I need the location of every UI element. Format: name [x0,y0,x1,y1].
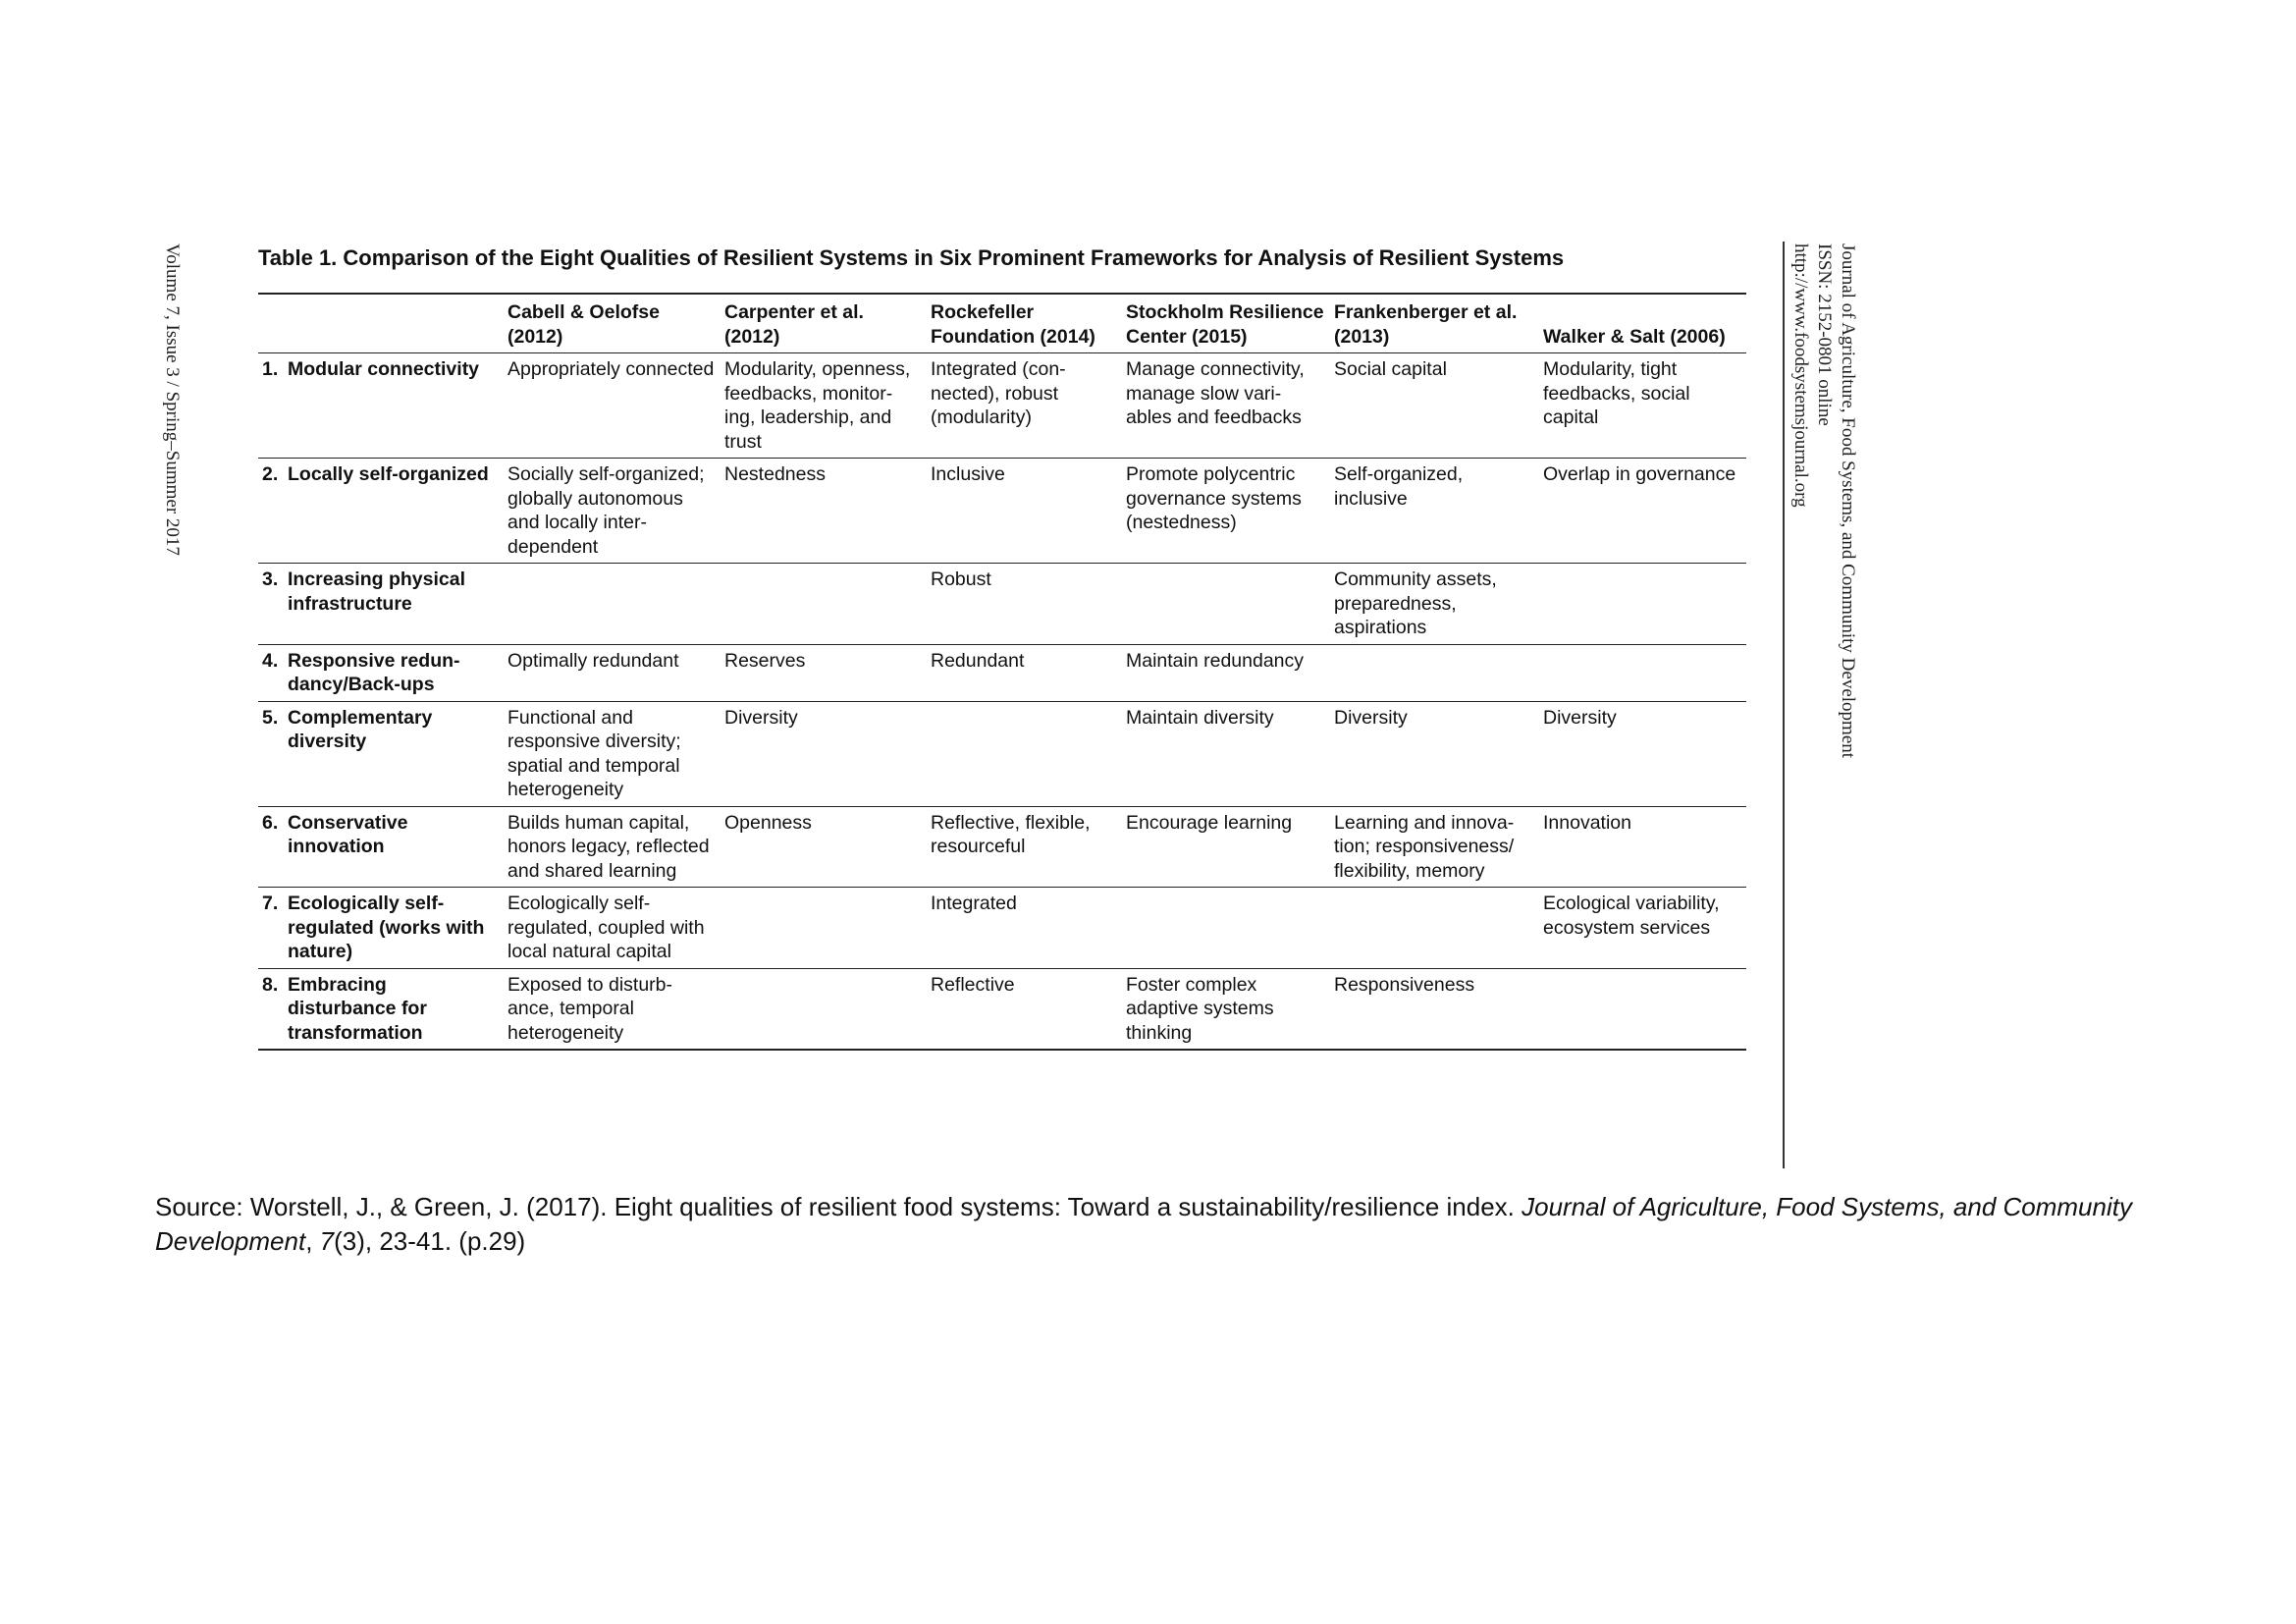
quality-number: 7. [262,893,279,914]
table-cell: Socially self-organized; globally autonomous and locally inter-dependent [507,463,705,558]
table-cell: Inclusive [931,463,1005,485]
margin-divider [1783,242,1785,1168]
table-cell: Diversity [1334,706,1408,729]
quality-label [262,568,500,616]
table-cell: Builds human capital, honors legacy, reflected and shared learning [507,811,710,882]
table-cell [927,701,1122,806]
table-cell: Appropriately connected [507,358,715,380]
table-cell: Innovation [1543,811,1631,834]
source-journal: Journal of Agriculture, Food Systems, and Community Development [155,1192,2132,1256]
table-cell: Self-organized, inclusive [1334,463,1464,510]
quality-number: 4. [262,649,279,672]
table-cell: Community assets, preparedness, aspirations [1334,568,1497,638]
quality-label [262,706,500,754]
header-cell: Rockefeller Foundation (2014) [931,301,1095,348]
source-prefix: Source: Worstell, J., & Green, J. (2017). Eight qualities of resilient food systems: Toward a sustainability/resilience index. [155,1192,1522,1221]
table-cell: Modularity, openness, feedbacks, monitor-ing, leadership, and trust [724,358,911,453]
table-cell: Nestedness [724,463,826,485]
volume-issue-margin-text: Volume 7, Issue 3 / Spring–Summer 2017 [162,244,183,556]
table-cell: Diversity [1543,706,1617,729]
quality-cell [258,701,504,806]
table-cell: Reserves [724,649,806,672]
table-cell: Maintain diversity [1126,706,1274,729]
header-cell: Stockholm Resilience Center (2015) [1126,301,1324,348]
table-title: Table 1. Comparison of the Eight Qualities of Resilient Systems in Six Prominent Frameworks for Analysis of Resilient Systems [258,245,1565,270]
table-cell: Reflective [931,973,1015,996]
quality-label [262,811,500,859]
table-row [258,888,1746,969]
header-cell: Walker & Salt (2006) [1543,325,1726,348]
quality-number: 6. [262,811,279,834]
resilience-comparison-table [258,293,1746,1051]
quality-name: Locally self-organized [288,463,489,485]
table-cell [1539,968,1746,1050]
quality-cell [258,459,504,564]
table-row [258,564,1746,645]
quality-name: Ecologically self-regulated (works with nature) [288,893,485,962]
quality-label [262,649,500,697]
source-citation [155,1190,2138,1259]
quality-number: 2. [262,463,279,485]
table-cell: Integrated [931,893,1017,914]
table-cell [1539,644,1746,701]
table-cell: Modularity, tight feedbacks, social capital [1543,358,1690,428]
table-cell [721,888,927,969]
table-cell: Overlap in governance [1543,463,1736,485]
quality-number: 8. [262,973,279,996]
table-cell: Foster complex adaptive systems thinking [1126,973,1274,1044]
table-cell: Functional and responsive diversity; spatial and temporal heterogeneity [507,706,681,800]
quality-number: 3. [262,568,279,590]
journal-margin-text [1789,244,1859,758]
table-cell [1539,564,1746,645]
header-cell: Frankenberger et al. (2013) [1334,301,1518,348]
table-header-row [258,294,1746,353]
table-row [258,459,1746,564]
table-cell: Ecological variability, ecosystem services [1543,893,1720,939]
quality-label [262,462,500,487]
quality-cell [258,888,504,969]
quality-name: Complementary diversity [288,706,433,752]
quality-cell [258,564,504,645]
quality-cell [258,968,504,1050]
table-cell: Robust [931,568,991,590]
quality-name: Increasing physical infrastructure [288,568,465,615]
table-cell [1122,564,1330,645]
table-cell [721,564,927,645]
quality-name: Modular connectivity [288,358,480,380]
table-cell [1122,888,1330,969]
table-cell: Integrated (con-nected), robust (modularity) [931,358,1066,428]
quality-name: Embracing disturbance for transformation [288,973,427,1044]
table-cell: Redundant [931,649,1025,672]
table-row [258,806,1746,888]
source-suffix: (3), 23-41. (p.29) [334,1226,526,1256]
table-cell [504,564,721,645]
table-cell: Ecologically self-regulated, coupled with local natural capital [507,893,705,962]
table-cell: Diversity [724,706,798,729]
source-volume: 7 [319,1226,335,1256]
header-cell [258,294,504,353]
table-row [258,644,1746,701]
table-cell: Maintain redundancy [1126,649,1305,672]
table-cell: Reflective, flexible, resourceful [931,811,1091,857]
table-row [258,968,1746,1050]
quality-name: Responsive redun-dancy/Back-ups [288,649,460,695]
table-cell: Encourage learning [1126,811,1293,834]
table-cell [1330,644,1539,701]
table-cell [1330,888,1539,969]
table-cell: Openness [724,811,812,834]
quality-cell [258,353,504,459]
header-cell: Cabell & Oelofse (2012) [507,301,660,348]
journal-issn: ISSN: 2152-0801 online [1814,244,1835,426]
quality-number: 5. [262,706,279,729]
quality-label [262,892,500,964]
table-cell: Promote polycentric governance systems (nestedness) [1126,463,1302,533]
quality-cell [258,806,504,888]
quality-number: 1. [262,358,279,380]
journal-url: http://www.foodsystemsjournal.org [1790,244,1811,508]
quality-label [262,357,500,382]
table-cell: Optimally redundant [507,649,679,672]
header-cell: Carpenter et al. (2012) [724,301,864,348]
quality-cell [258,644,504,701]
journal-name: Journal of Agriculture, Food Systems, and Community Development [1838,244,1858,759]
table-cell: Manage connectivity, manage slow vari-ables and feedbacks [1126,358,1305,428]
table-cell: Social capital [1334,358,1447,380]
table-row [258,701,1746,806]
quality-name: Conservative innovation [288,811,408,857]
table-cell: Learning and innova-tion; responsiveness/ flexibility, memory [1334,811,1515,882]
source-sep: , [305,1226,320,1256]
table-row [258,353,1746,459]
table-cell: Exposed to disturb-ance, temporal heterogeneity [507,973,673,1044]
quality-label [262,973,500,1046]
table-cell [721,968,927,1050]
table-cell: Responsiveness [1334,973,1475,996]
